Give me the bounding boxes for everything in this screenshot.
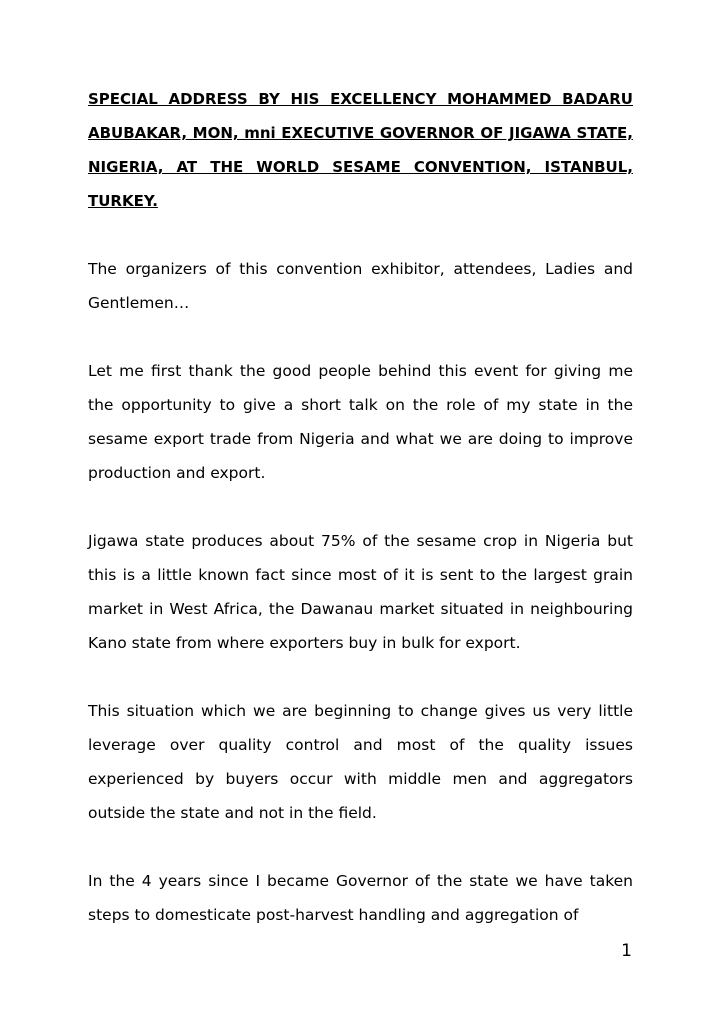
paragraph-thanks: Let me first thank the good people behind this event for giving me the opportunity to give a short talk on the role of my state in the sesame export trade from Nigeria and what we are doing to improve production and export.	[88, 362, 633, 482]
paragraph-gap	[88, 218, 633, 252]
paragraph-gap	[88, 320, 633, 354]
paragraph-gap	[88, 490, 633, 524]
document-title: SPECIAL ADDRESS BY HIS EXCELLENCY MOHAMMED BADARU ABUBAKAR, MON, mni EXECUTIVE GOVERNOR OF JIGAWA STATE, NIGERIA, AT THE WORLD SESAME CONVENTION, ISTANBUL, TURKEY.	[88, 90, 633, 210]
paragraph-steps: In the 4 years since I became Governor of the state we have taken steps to domesticate post-harvest handling and aggregation of	[88, 872, 633, 924]
paragraph-gap	[88, 830, 633, 864]
paragraph-production: Jigawa state produces about 75% of the sesame crop in Nigeria but this is a little known fact since most of it is sent to the largest grain market in West Africa, the Dawanau market situated in neighbouring Kano state from where exporters buy in bulk for export.	[88, 532, 633, 652]
paragraph-quality: This situation which we are beginning to change gives us very little leverage over quality control and most of the quality issues experienced by buyers occur with middle men and aggregators outside the state and not in the field.	[88, 702, 633, 822]
paragraph-greeting: The organizers of this convention exhibitor, attendees, Ladies and Gentlemen…	[88, 260, 633, 312]
page-number: 1	[621, 941, 632, 961]
document-page	[88, 82, 633, 932]
paragraph-gap	[88, 660, 633, 694]
